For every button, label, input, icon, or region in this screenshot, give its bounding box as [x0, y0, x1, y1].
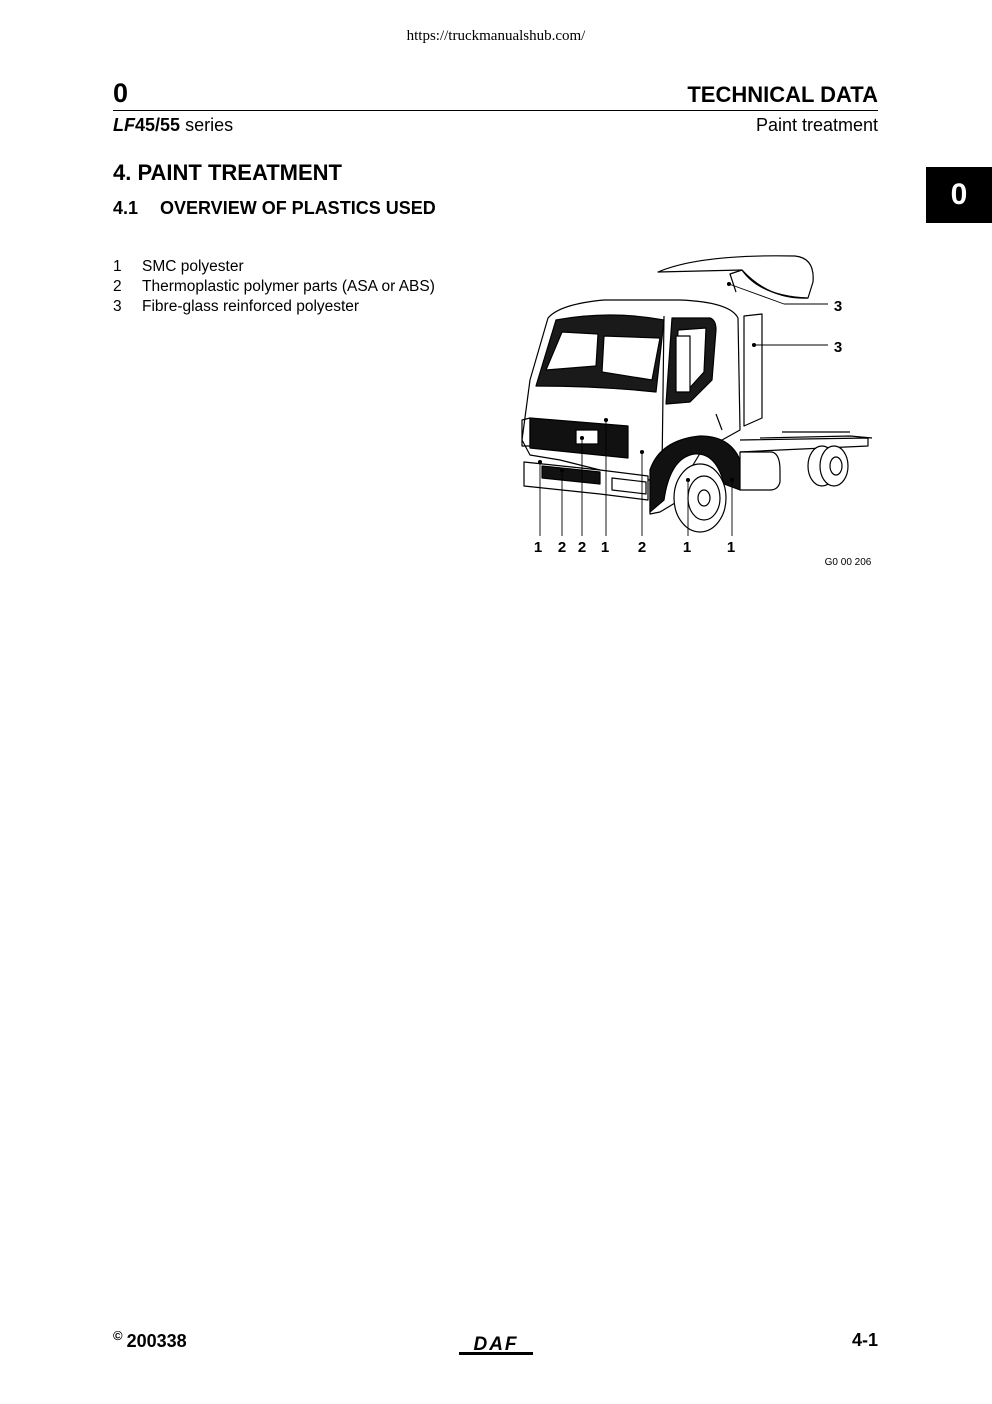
callout-bottom-3: 2: [577, 539, 587, 556]
callout-bottom-6: 1: [682, 539, 692, 556]
side-panel: [744, 314, 762, 426]
footer-code: 200338: [126, 1331, 187, 1351]
figure-code: G0 00 206: [824, 557, 872, 568]
chapter-number: 0: [113, 78, 129, 108]
legend-text: Thermoplastic polymer parts (ASA or ABS): [142, 278, 435, 295]
header-title: TECHNICAL DATA: [687, 82, 878, 107]
callout-bottom-5: 2: [637, 539, 647, 556]
series-word: series: [185, 115, 234, 135]
series-label: [113, 115, 233, 136]
legend-num: 2: [113, 278, 122, 295]
legend-item: [113, 297, 435, 317]
chassis-frame: [740, 438, 868, 452]
legend-item: [113, 277, 435, 297]
callout-right-2: 3: [833, 339, 843, 356]
legend-num: 1: [113, 258, 122, 275]
footer-copyright: [113, 1328, 187, 1352]
subsection-text: OVERVIEW OF PLASTICS USED: [160, 198, 436, 218]
legend-list: [113, 257, 435, 317]
section-title: 4. PAINT TREATMENT: [113, 160, 342, 185]
callout-bottom-4: 1: [600, 539, 610, 556]
legend-num: 3: [113, 298, 122, 315]
subsection-number: 4.1: [113, 198, 139, 218]
fuel-tank: [740, 452, 780, 490]
legend-text: Fibre-glass reinforced polyester: [142, 298, 360, 315]
legend-text: SMC polyester: [142, 258, 244, 275]
legend-item: [113, 257, 435, 277]
header-rule: [113, 110, 878, 111]
copyright-symbol: ©: [113, 1328, 123, 1343]
series-model: LF: [113, 115, 135, 135]
header-subtitle: Paint treatment: [755, 115, 878, 135]
subsection-title: [113, 198, 436, 219]
series-numbers: 45/55: [135, 115, 181, 135]
chapter-tab: 0: [926, 167, 992, 223]
truck-figure: [512, 248, 882, 578]
source-url[interactable]: https://truckmanualshub.com/: [406, 28, 586, 44]
page-number: 4-1: [851, 1330, 878, 1350]
daf-logo: [459, 1334, 533, 1358]
callout-bottom-7: 1: [726, 539, 736, 556]
callout-bottom-1: 1: [533, 539, 543, 556]
front-wheel: [674, 464, 726, 532]
callout-right-1: 3: [833, 298, 843, 315]
svg-text:DAF: DAF: [473, 1334, 519, 1355]
callout-bottom-2: 2: [557, 539, 567, 556]
